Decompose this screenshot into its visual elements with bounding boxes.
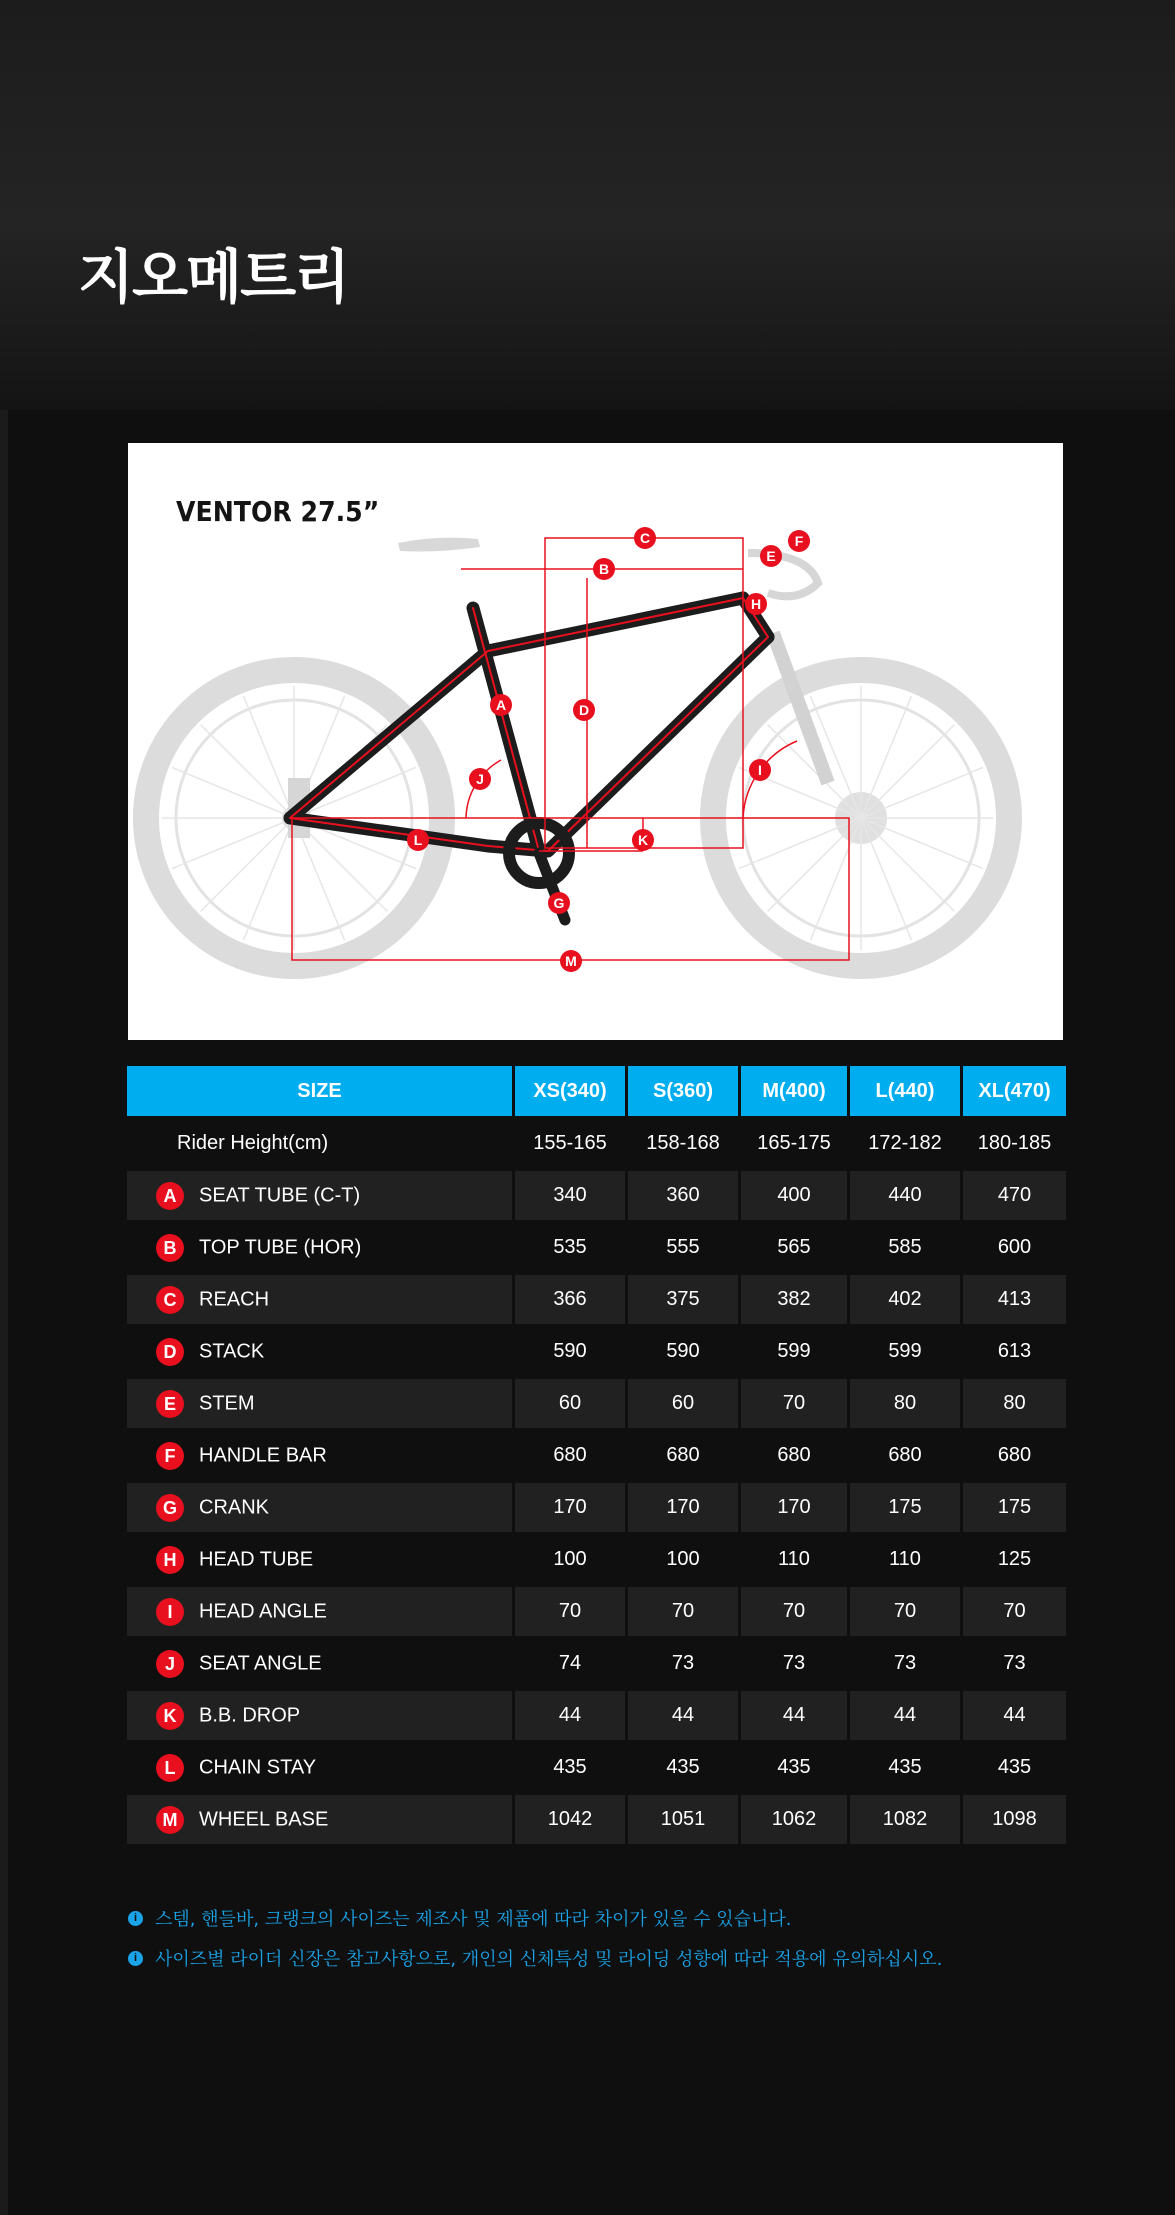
table-row (127, 1691, 1066, 1740)
hero-banner (0, 0, 1175, 410)
svg-text:A: A (495, 697, 507, 713)
marker-e (760, 545, 782, 567)
measure-label: B.B. DROP (199, 1704, 301, 1726)
size-col-l: L(440) (850, 1066, 960, 1116)
measure-label-cell (127, 1327, 512, 1376)
marker-badge: H (156, 1546, 184, 1574)
marker-badge: I (156, 1598, 184, 1626)
measure-value: 435 (997, 1756, 1032, 1778)
marker-b (593, 558, 615, 580)
marker-badge: E (156, 1390, 184, 1418)
marker-badge: A (156, 1182, 184, 1210)
measure-value: 70 (741, 1587, 847, 1636)
measure-value: 470 (963, 1171, 1066, 1220)
measure-value: 680 (997, 1444, 1032, 1466)
measure-value: 1082 (850, 1795, 960, 1844)
table-row (127, 1483, 1066, 1532)
marker-h (745, 593, 767, 615)
measure-label: REACH (199, 1288, 270, 1310)
measure-label-cell (127, 1691, 512, 1740)
size-col-m: M(400) (741, 1066, 847, 1116)
left-edge-strip (0, 410, 8, 2215)
measure-value: 435 (666, 1756, 700, 1778)
measure-value: 382 (741, 1275, 847, 1324)
measure-value: 44 (850, 1691, 960, 1740)
measure-value: 100 (553, 1548, 587, 1570)
marker-j (469, 768, 491, 790)
svg-text:L: L (413, 832, 423, 848)
rider-height-value: 155-165 (533, 1132, 607, 1154)
measure-value: 565 (777, 1236, 811, 1258)
svg-text:H: H (750, 596, 762, 612)
measure-value: 73 (1003, 1652, 1026, 1674)
measure-label: TOP TUBE (HOR) (199, 1236, 362, 1258)
svg-text:K: K (637, 832, 649, 848)
page-title: 지오메트리 (78, 243, 349, 311)
measure-value: 400 (741, 1171, 847, 1220)
rider-height-value: 158-168 (646, 1132, 720, 1154)
measure-value: 366 (515, 1275, 625, 1324)
measure-value: 1051 (628, 1795, 738, 1844)
marker-d (573, 699, 595, 721)
marker-badge: M (156, 1806, 184, 1834)
rider-height-value: 180-185 (977, 1132, 1052, 1154)
measure-value: 70 (628, 1587, 738, 1636)
marker-badge: C (156, 1286, 184, 1314)
note-text: 사이즈별 라이더 신장은 참고사항으로, 개인의 신체특성 및 라이딩 성향에 따라 적용에 유의하십시오. (155, 1949, 943, 1970)
measure-value: 340 (515, 1171, 625, 1220)
rider-height-label: Rider Height(cm) (177, 1132, 329, 1154)
measure-label: STACK (199, 1340, 265, 1362)
measure-value: 590 (553, 1340, 587, 1362)
rider-height-value: 165-175 (757, 1132, 831, 1154)
marker-c (634, 527, 656, 549)
measure-value: 435 (553, 1756, 587, 1778)
measure-value: 70 (741, 1379, 847, 1428)
marker-a (490, 694, 512, 716)
geometry-diagram (128, 443, 1063, 1040)
measure-label: CHAIN STAY (199, 1756, 317, 1778)
measure-value: 175 (963, 1483, 1066, 1532)
measure-value: 440 (850, 1171, 960, 1220)
measure-value: 1062 (741, 1795, 847, 1844)
note-text: 스템, 핸들바, 크랭크의 사이즈는 제조사 및 제품에 따라 차이가 있을 수 있습니다. (155, 1909, 792, 1930)
table-row (127, 1639, 1066, 1688)
table-row (127, 1223, 1066, 1272)
marker-badge: K (156, 1702, 184, 1730)
measure-label-cell (127, 1275, 512, 1324)
footnotes (128, 1898, 942, 1978)
marker-badge: D (156, 1338, 184, 1366)
marker-f (788, 530, 810, 552)
handlebar (748, 553, 818, 596)
model-name: VENTOR 27.5” (176, 495, 380, 528)
measure-label-cell (127, 1379, 512, 1428)
measure-label-cell (127, 1431, 512, 1480)
table-header-row (127, 1066, 1066, 1116)
measure-label: WHEEL BASE (199, 1808, 329, 1830)
svg-text:E: E (766, 548, 776, 564)
spoke (201, 818, 294, 911)
measure-value: 44 (741, 1691, 847, 1740)
measure-value: 1042 (515, 1795, 625, 1844)
measure-value: 435 (777, 1756, 811, 1778)
table-row (127, 1535, 1066, 1584)
measure-label: SEAT TUBE (C-T) (199, 1184, 361, 1206)
table-row (127, 1327, 1066, 1376)
measure-value: 585 (888, 1236, 922, 1258)
spoke (861, 725, 954, 818)
measure-label-cell (127, 1795, 512, 1844)
measure-value: 80 (850, 1379, 960, 1428)
svg-text:C: C (639, 530, 651, 546)
saddle (398, 538, 480, 552)
measure-label-cell (127, 1483, 512, 1532)
measure-value: 170 (515, 1483, 625, 1532)
spoke (768, 818, 861, 911)
table-row (127, 1275, 1066, 1324)
svg-text:B: B (598, 561, 610, 577)
measure-value: 435 (888, 1756, 922, 1778)
measure-value: 680 (777, 1444, 811, 1466)
measure-label: HEAD ANGLE (199, 1600, 327, 1622)
marker-i (749, 759, 771, 781)
svg-text:I: I (758, 762, 762, 778)
measure-value: 125 (997, 1548, 1032, 1570)
bike-frame (290, 598, 768, 920)
svg-text:J: J (476, 771, 484, 787)
table-row (127, 1795, 1066, 1844)
measure-value: 600 (997, 1236, 1032, 1258)
measure-value: 535 (553, 1236, 587, 1258)
note-item (128, 1938, 942, 1978)
spoke (861, 818, 954, 911)
measure-label-cell (127, 1223, 512, 1272)
svg-text:D: D (578, 702, 590, 718)
marker-badge: G (156, 1494, 184, 1522)
measure-value: 680 (553, 1444, 587, 1466)
marker-badge: J (156, 1650, 184, 1678)
measure-label-cell (127, 1743, 512, 1792)
measure-value: 110 (889, 1548, 921, 1570)
measure-value: 599 (777, 1340, 811, 1362)
measure-label-cell (127, 1639, 512, 1688)
measure-value: 413 (963, 1275, 1066, 1324)
svg-text:F: F (794, 533, 804, 549)
marker-g (548, 892, 570, 914)
marker-k (632, 829, 654, 851)
measure-label-cell (127, 1587, 512, 1636)
measure-label: HEAD TUBE (199, 1548, 314, 1570)
measure-label: CRANK (199, 1496, 270, 1518)
svg-text:M: M (565, 953, 577, 969)
measure-value: 599 (888, 1340, 922, 1362)
bike-geometry-svg (128, 443, 1063, 1040)
measure-value: 70 (850, 1587, 960, 1636)
measure-label-cell (127, 1535, 512, 1584)
marker-m (560, 950, 582, 972)
measure-value: 110 (778, 1548, 810, 1570)
measure-value: 680 (888, 1444, 922, 1466)
measure-value: 555 (666, 1236, 700, 1258)
measure-value: 44 (515, 1691, 625, 1740)
size-col-s: S(360) (628, 1066, 738, 1116)
measure-value: 680 (666, 1444, 700, 1466)
measure-value: 1098 (963, 1795, 1066, 1844)
measure-value: 44 (628, 1691, 738, 1740)
measure-value: 73 (782, 1652, 806, 1674)
measure-value: 80 (963, 1379, 1066, 1428)
measure-value: 44 (963, 1691, 1066, 1740)
marker-badge: L (156, 1754, 184, 1782)
measure-value: 375 (628, 1275, 738, 1324)
measure-label-cell (127, 1171, 512, 1220)
measure-label: STEM (199, 1392, 255, 1414)
measure-value: 590 (666, 1340, 700, 1362)
table-row (127, 1431, 1066, 1480)
measure-label: SEAT ANGLE (199, 1652, 322, 1674)
measure-value: 70 (963, 1587, 1066, 1636)
measure-value: 402 (850, 1275, 960, 1324)
table-row (127, 1743, 1066, 1792)
measure-value: 360 (628, 1171, 738, 1220)
marker-badge: B (156, 1234, 184, 1262)
measure-value: 74 (558, 1652, 582, 1674)
measure-value: 60 (628, 1379, 738, 1428)
size-col-xl: XL(470) (963, 1066, 1066, 1116)
spoke (201, 725, 294, 818)
table-row (127, 1587, 1066, 1636)
rider-height-value: 172-182 (868, 1132, 942, 1154)
geometry-table (124, 1063, 1069, 1847)
measure-value: 613 (997, 1340, 1032, 1362)
measure-value: 100 (666, 1548, 700, 1570)
measure-value: 175 (850, 1483, 960, 1532)
table-row (127, 1379, 1066, 1428)
measure-value: 70 (515, 1587, 625, 1636)
info-icon: i (128, 1951, 143, 1966)
measure-value: 73 (893, 1652, 917, 1674)
table-row (127, 1171, 1066, 1220)
measure-label: HANDLE BAR (199, 1444, 327, 1466)
size-col-xs: XS(340) (515, 1066, 625, 1116)
marker-badge: F (156, 1442, 184, 1470)
svg-text:G: G (553, 895, 565, 911)
marker-l (407, 829, 429, 851)
measure-value: 60 (515, 1379, 625, 1428)
info-icon: i (128, 1911, 143, 1926)
size-header: SIZE (127, 1066, 512, 1116)
measure-value: 170 (741, 1483, 847, 1532)
rider-height-row (127, 1119, 1066, 1168)
measure-value: 73 (671, 1652, 695, 1674)
measure-value: 170 (628, 1483, 738, 1532)
note-item (128, 1898, 942, 1938)
